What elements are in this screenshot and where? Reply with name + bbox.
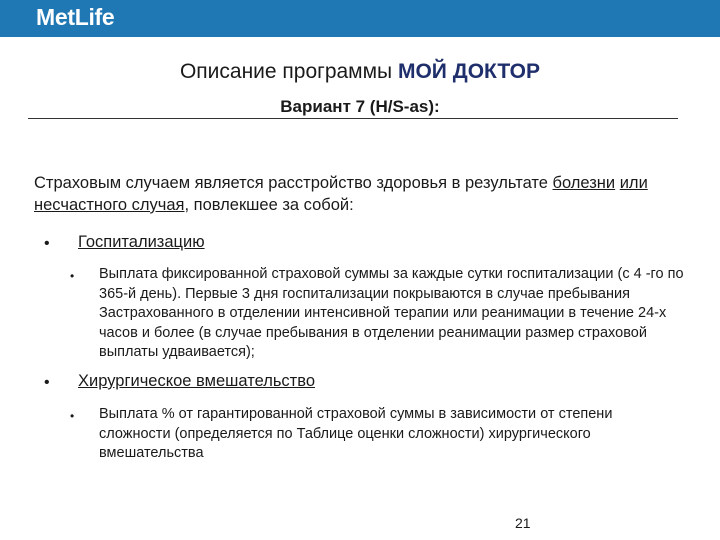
accident-link[interactable]: или несчастного случая <box>34 174 648 214</box>
title-divider <box>28 118 678 119</box>
title-program-name: МОЙ ДОКТОР <box>397 60 541 83</box>
illness-link[interactable]: болезни <box>552 174 616 192</box>
header-bar <box>0 0 720 37</box>
metlife-logo: MetLife <box>36 4 115 30</box>
bullet-surgery: • <box>44 374 50 391</box>
hospitalization-description: Выплата фиксированной страховой суммы за каждые сутки госпитализации (с 4 -го по 365-й день). Первые 3 дня госпитализации покрываются в случае пребывания Застрахованного в отделении интенсивной терапии или реанимации в течение 24-х часов и более (в случае пребывания в отделении реанимации размер страховой выплаты удваивается); <box>99 266 684 360</box>
sub-bullet-surgery: • <box>70 409 75 423</box>
sub-bullet-hospitalization: • <box>70 269 75 283</box>
heading-hospitalization[interactable]: Госпитализацию <box>78 233 205 251</box>
page-title <box>0 60 720 84</box>
variant-subtitle: Вариант 7 (H/S-as): <box>280 97 440 116</box>
bullet-hospitalization: • <box>44 235 50 252</box>
page-number: 21 <box>515 515 531 531</box>
surgery-description: Выплата % от гарантированной страховой суммы в зависимости от степени сложности (определяется по Таблице оценки сложности) хирургического вмешательства <box>99 406 613 461</box>
intro-text: Страховым случаем является расстройство здоровья в результате <box>34 174 553 192</box>
title-prefix: Описание программы <box>179 60 398 83</box>
intro-text-end: , повлекшее за собой: <box>184 196 354 214</box>
intro-paragraph <box>34 172 694 216</box>
heading-surgery[interactable]: Хирургическое вмешательство <box>78 372 315 390</box>
